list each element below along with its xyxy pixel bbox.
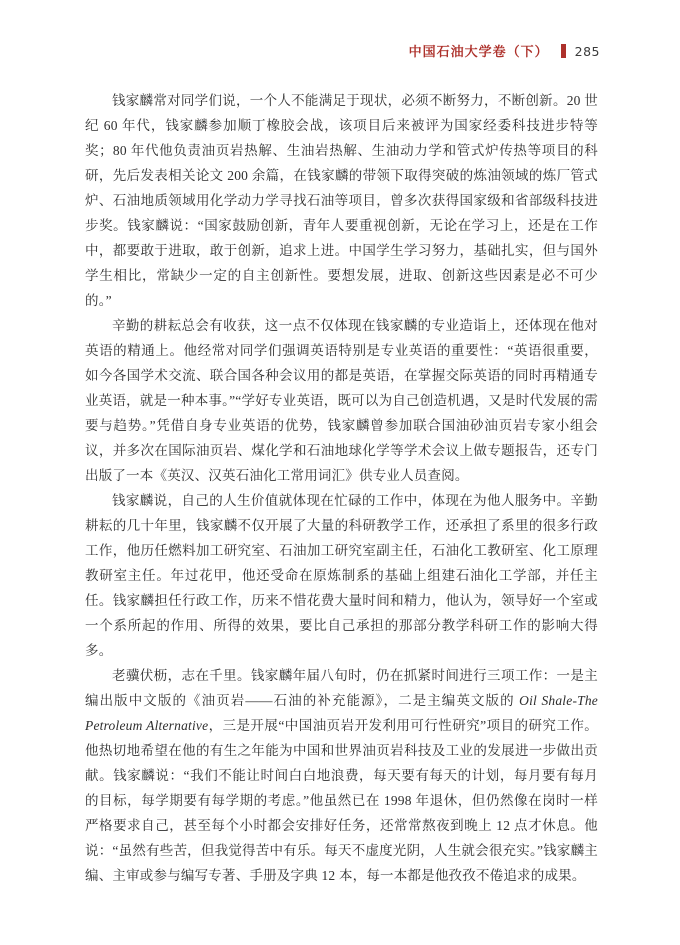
paragraph-text: 钱家麟说，自己的人生价值就体现在忙碌的工作中，体现在为他人服务中。辛勤耕耘的几十年里，钱家麟不仅开展了大量的科研教学工作，还承担了系里的很多行政工作，他历任燃料加工研究室、石油加工研究室副主任，石油化工教研室、化工原理教研室主任。年过花甲，他还受命在原炼制系的基础上组建石油化工学部，并任主任。钱家麟担任行政工作，历来不惜花费大量时间和精力，他认为，领导好一个室或一个系所起的作用、所得的效果，要比自己承担的那部分教学科研工作的影响大得多。	[85, 493, 598, 658]
book-title: 中国石油大学卷（下）	[408, 44, 549, 59]
paragraph-text: ，三是开展“中国油页岩开发利用可行性研究”项目的研究工作。他热切地希望在他的有生之年能为中国和世界油页岩科技及工业的发展进一步做出贡献。钱家麟说：“我们不能让时间白白地浪费，每天要有每天的计划，每月要有每月的目标，每学期要有每学期的考虑。”他虽然已在 1998 年退休，但仍然像在岗时一样严格要求自己，甚至每个小时都会安排好任务，还常常熬夜到晚上 12 点才休息。他说：“虽然有些苦，但我觉得苦中有乐。每天不虚度光阴，人生就会很充实。”钱家麟主编、主审或参与编写专著、手册及字典 12 本，每一本都是他孜孜不倦追求的成果。	[85, 718, 598, 883]
paragraph	[85, 313, 598, 488]
english-book-title: Oil Shale-The Petroleum Alternative	[85, 693, 598, 733]
paragraph	[85, 88, 598, 313]
body-text	[85, 88, 598, 888]
paragraph-text: 钱家麟常对同学们说，一个人不能满足于现状，必须不断努力，不断创新。20 世纪 60 年代，钱家麟参加顺丁橡胶会战，该项目后来被评为国家经委科技进步特等奖；80 年代他负责油页岩热解、生油岩热解、生油动力学和管式炉传热等项目的科研，先后发表相关论文 200 余篇，在钱家麟的带领下取得突破的炼油领域的炼厂管式炉、石油地质领域用化学动力学寻找石油等项目，曾多次获得国家级和省部级科技进步奖。钱家麟说：“国家鼓励创新，青年人要重视创新，无论在学习上，还是在工作中，都要敢于进取，敢于创新，追求上进。中国学生学习努力，基础扎实，但与国外学生相比，常缺少一定的自主创新性。要想发展，进取、创新这些因素是必不可少的。”	[85, 93, 598, 308]
page-number: 285	[574, 44, 600, 59]
paragraph	[85, 488, 598, 663]
header-divider-bar	[561, 44, 566, 58]
running-head	[85, 41, 600, 60]
paragraph-text: 辛勤的耕耘总会有收获，这一点不仅体现在钱家麟的专业造诣上，还体现在他对英语的精通上。他经常对同学们强调英语特别是专业英语的重要性：“英语很重要，如今各国学术交流、联合国各种会议用的都是英语，在掌握交际英语的同时再精通专业英语，就是一种本事。”“学好专业英语，既可以为自己创造机遇，又是时代发展的需要与趋势。”凭借自身专业英语的优势，钱家麟曾参加联合国油砂油页岩专家小组会议，并多次在国际油页岩、煤化学和石油地球化学等学术会议上做专题报告，还专门出版了一本《英汉、汉英石油化工常用词汇》供专业人员查阅。	[85, 318, 598, 483]
paragraph	[85, 663, 598, 888]
paragraph-text: 老骥伏枥，志在千里。钱家麟年届八旬时，仍在抓紧时间进行三项工作：一是主编出版中文版的《油页岩——石油的补充能源》，二是主编英文版的	[85, 668, 598, 708]
